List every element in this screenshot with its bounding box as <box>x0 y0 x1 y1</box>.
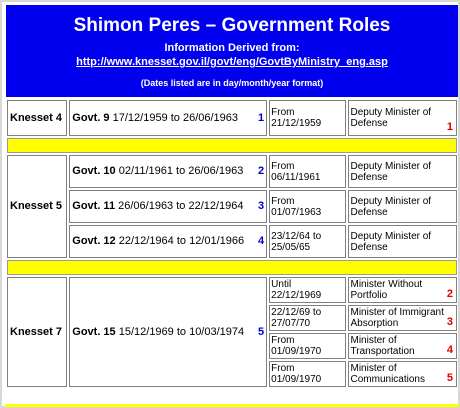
separator-row <box>7 138 457 153</box>
govt-label: Govt. 12 <box>72 235 116 247</box>
roles-table <box>5 98 459 389</box>
role-title: Deputy Minister of Defense <box>350 107 432 129</box>
govt-label: Govt. 15 <box>72 325 116 338</box>
govt-dates: 26/06/1963 to 22/12/1964 <box>118 200 244 212</box>
role-title: Minister of Transportation <box>350 335 415 357</box>
from-cell: Until 22/12/1969 <box>269 277 345 303</box>
source-label: Information Derived from: <box>164 42 300 54</box>
govt-dates: 15/12/1969 to 10/03/1974 <box>118 325 245 338</box>
govt-cell <box>69 100 267 136</box>
govt-dates: 22/12/1964 to 12/01/1966 <box>118 235 245 247</box>
govt-index: 3 <box>258 200 265 212</box>
role-number: 5 <box>446 372 453 384</box>
role-title: Deputy Minister of Defense <box>350 160 432 183</box>
govt-index: 2 <box>258 165 265 177</box>
knesset-cell: Knesset 5 <box>7 155 67 258</box>
role-number: 1 <box>446 121 453 133</box>
role-title: Minister of Immigrant Absorption <box>350 307 444 329</box>
govt-label: Govt. 10 <box>72 165 116 177</box>
page-title: Shimon Peres – Government Roles <box>73 15 391 36</box>
govt-label: Govt. 11 <box>72 200 116 212</box>
from-cell: From 06/11/1961 <box>269 155 345 188</box>
role-title: Deputy Minister of Defense <box>350 230 432 253</box>
table-row <box>7 100 457 136</box>
govt-index: 4 <box>258 235 265 247</box>
govt-index: 1 <box>258 111 265 124</box>
from-cell: From 21/12/1959 <box>269 100 345 136</box>
govt-label: Govt. 9 <box>72 111 110 124</box>
role-cell <box>348 190 458 223</box>
from-cell: From 01/07/1963 <box>269 190 345 223</box>
from-cell: From 01/09/1970 <box>269 361 345 387</box>
role-cell <box>348 333 458 359</box>
table-row <box>7 225 457 258</box>
role-cell <box>348 361 458 387</box>
separator-row <box>7 260 457 275</box>
govt-cell <box>69 225 267 258</box>
date-format-note: (Dates listed are in day/month/year format) <box>140 78 324 88</box>
govt-index: 5 <box>258 325 265 338</box>
role-number: 2 <box>446 288 453 300</box>
from-cell: 22/12/69 to 27/07/70 <box>269 305 345 331</box>
role-cell <box>348 155 458 188</box>
govt-dates: 02/11/1961 to 26/06/1963 <box>118 165 244 177</box>
role-number: 4 <box>446 344 453 356</box>
knesset-cell: Knesset 4 <box>7 100 67 136</box>
from-cell: From 01/09/1970 <box>269 333 345 359</box>
role-cell <box>348 277 458 303</box>
knesset-cell: Knesset 7 <box>7 277 67 387</box>
govt-cell <box>69 277 267 387</box>
role-cell <box>348 100 458 136</box>
role-title: Minister of Communications <box>350 363 425 385</box>
source-link[interactable]: http://www.knesset.gov.il/govt/eng/GovtByMinistry_eng.asp <box>76 56 388 68</box>
govt-cell <box>69 155 267 188</box>
role-number: 3 <box>446 316 453 328</box>
from-cell: 23/12/64 to 25/05/65 <box>269 225 345 258</box>
govt-dates: 17/12/1959 to 26/06/1963 <box>112 111 239 124</box>
role-cell <box>348 225 458 258</box>
table-row <box>7 155 457 188</box>
separator-row-partial <box>5 404 459 407</box>
role-title: Deputy Minister of Defense <box>350 195 432 218</box>
table-row <box>7 277 457 303</box>
role-cell <box>348 305 458 331</box>
header-banner <box>6 5 458 97</box>
role-title: Minister Without Portfolio <box>350 279 423 301</box>
govt-cell <box>69 190 267 223</box>
table-row <box>7 190 457 223</box>
